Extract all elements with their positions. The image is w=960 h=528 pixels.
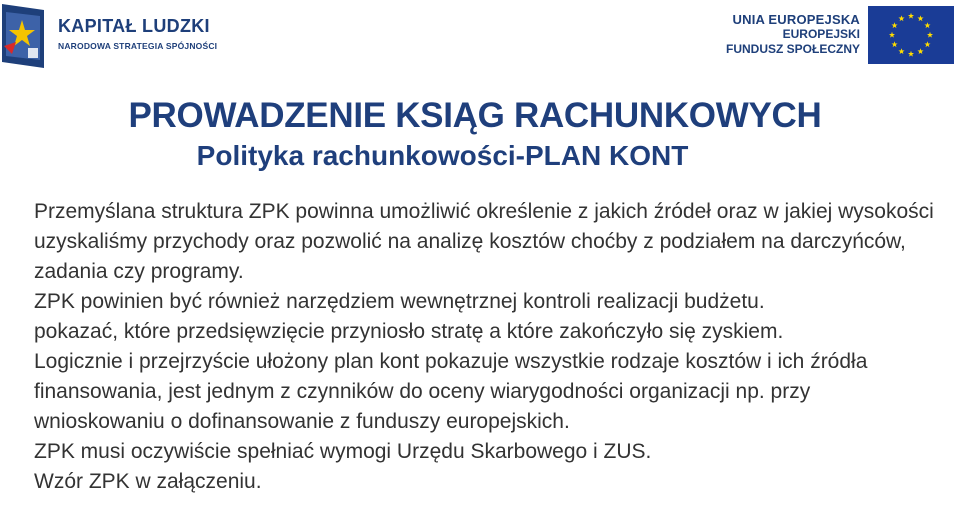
body-paragraph-3: pokazać, które przedsięwzięcie przyniosło stratę a które zakończyło się zyskiem. xyxy=(34,320,784,343)
body-paragraph-5: ZPK musi oczywiście spełniać wymogi Urzędu Skarbowego i ZUS. xyxy=(34,440,652,463)
slide-subtitle: Polityka rachunkowości-PLAN KONT xyxy=(196,140,689,171)
eu-flag-icon xyxy=(868,6,954,64)
body-paragraph-2: ZPK powinien być również narzędziem wewnętrznej kontroli realizacji budżetu. xyxy=(34,290,765,313)
kapital-ludzki-logo xyxy=(0,0,230,72)
eu-logo-line-3: FUNDUSZ SPOŁECZNY xyxy=(725,42,860,56)
body-paragraph-6: Wzór ZPK w załączeniu. xyxy=(34,470,262,493)
eu-logo-line-2: EUROPEJSKI xyxy=(782,27,860,41)
kapital-ludzki-emblem-icon xyxy=(0,2,48,70)
slide-body xyxy=(34,197,944,497)
eu-logo-text xyxy=(726,12,860,57)
eu-logo-line-1: UNIA EUROPEJSKA xyxy=(732,12,860,27)
kapital-ludzki-title: KAPITAŁ LUDZKI xyxy=(58,16,210,36)
eu-logo xyxy=(720,0,960,72)
slide-title: PROWADZENIE KSIĄG RACHUNKOWYCH xyxy=(128,96,822,135)
kapital-ludzki-subtitle: NARODOWA STRATEGIA SPÓJNOŚCI xyxy=(58,41,218,51)
body-paragraph-1: Przemyślana struktura ZPK powinna umożliwić określenie z jakich źródeł oraz w jakiej wysokości uzyskaliśmy przychody oraz pozwolić na analizę kosztów choćby z podziałem na darczyńców, zadania czy programy. xyxy=(34,200,934,283)
body-paragraph-4: Logicznie i przejrzyście ułożony plan kont pokazuje wszystkie rodzaje kosztów i ich źródła finansowania, jest jednym z czynników do oceny wiarygodności organizacji np. przy wnioskowaniu o dofinansowanie z funduszy europejskich. xyxy=(34,350,868,433)
